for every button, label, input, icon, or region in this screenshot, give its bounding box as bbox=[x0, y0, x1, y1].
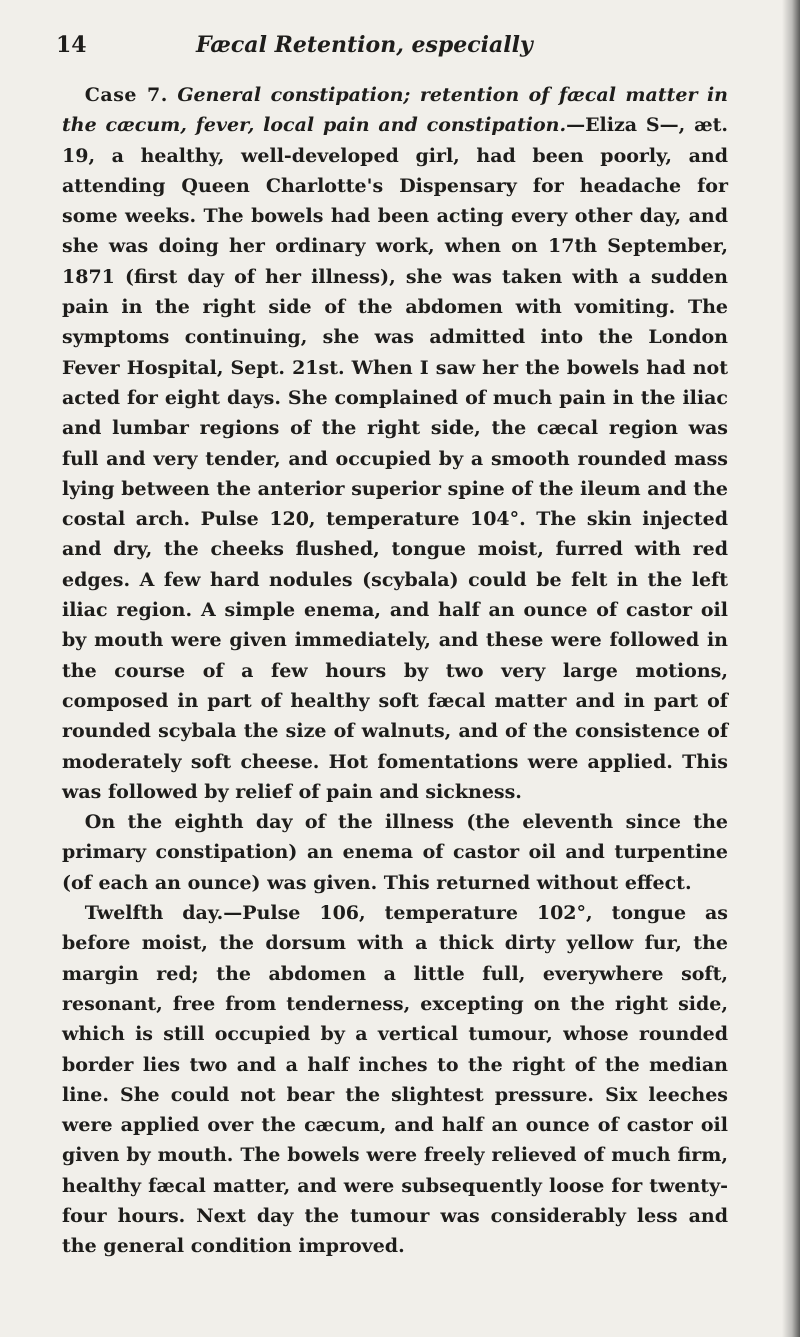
page-header bbox=[56, 32, 736, 68]
case-paragraph-1 bbox=[62, 80, 728, 807]
body-text bbox=[62, 80, 728, 1262]
binding-edge-shadow bbox=[782, 0, 800, 1337]
case-heading: General constipation; retention of fæcal matter in the cæcum, fever, local pain and constipation. bbox=[62, 84, 728, 137]
page-number: 14 bbox=[56, 32, 87, 58]
case-label: Case 7. bbox=[84, 84, 168, 106]
case-paragraph-2: On the eighth day of the illness (the eleventh since the primary constipation) an enema of castor oil and turpentine (of each an ounce) was given. This returned without effect. bbox=[62, 811, 728, 894]
case-paragraph-3: Twelfth day.—Pulse 106, temperature 102°, tongue as before moist, the dorsum with a thick dirty yellow fur, the margin red; the abdomen a little full, everywhere soft, resonant, free from tenderness, excepting on the right side, which is still occupied by a vertical tumour, whose rounded border lies two and a half inches to the right of the median line. She could not bear the slightest pressure. Six leeches were applied over the cæcum, and half an ounce of castor oil given by mouth. The bowels were freely relieved of much firm, healthy fæcal matter, and were subsequently loose for twenty-four hours. Next day the tumour was considerably less and the general condition improved. bbox=[62, 902, 728, 1258]
running-title: Fæcal Retention, especially bbox=[196, 32, 533, 58]
case-paragraph-1-body: —Eliza S—, æt. 19, a healthy, well-developed girl, had been poorly, and attending Queen Charlotte's Dispensary for headache for some weeks. The bowels had been acting every other day, and she was doing her ordinary work, when on 17th September, 1871 (first day of her illness), she was taken with a sudden pain in the right side of the abdomen with vomiting. The symptoms continuing, she was admitted into the London Fever Hospital, Sept. 21st. When I saw her the bowels had not acted for eight days. She complained of much pain in the iliac and lumbar regions of the right side, the cæcal region was full and very tender, and occupied by a smooth rounded mass lying between the anterior superior spine of the ileum and the costal arch. Pulse 120, temperature 104°. The skin injected and dry, the cheeks flushed, tongue moist, furred with red edges. A few hard nodules (scybala) could be felt in the left iliac region. A simple enema, and half an ounce of castor oil by mouth were given immediately, and these were followed in the course of a few hours by two very large motions, composed in part of healthy soft fæcal matter and in part of rounded scybala the size of walnuts, and of the consistence of moderately soft cheese. Hot fomentations were applied. This was followed by relief of pain and sickness. bbox=[62, 114, 728, 803]
